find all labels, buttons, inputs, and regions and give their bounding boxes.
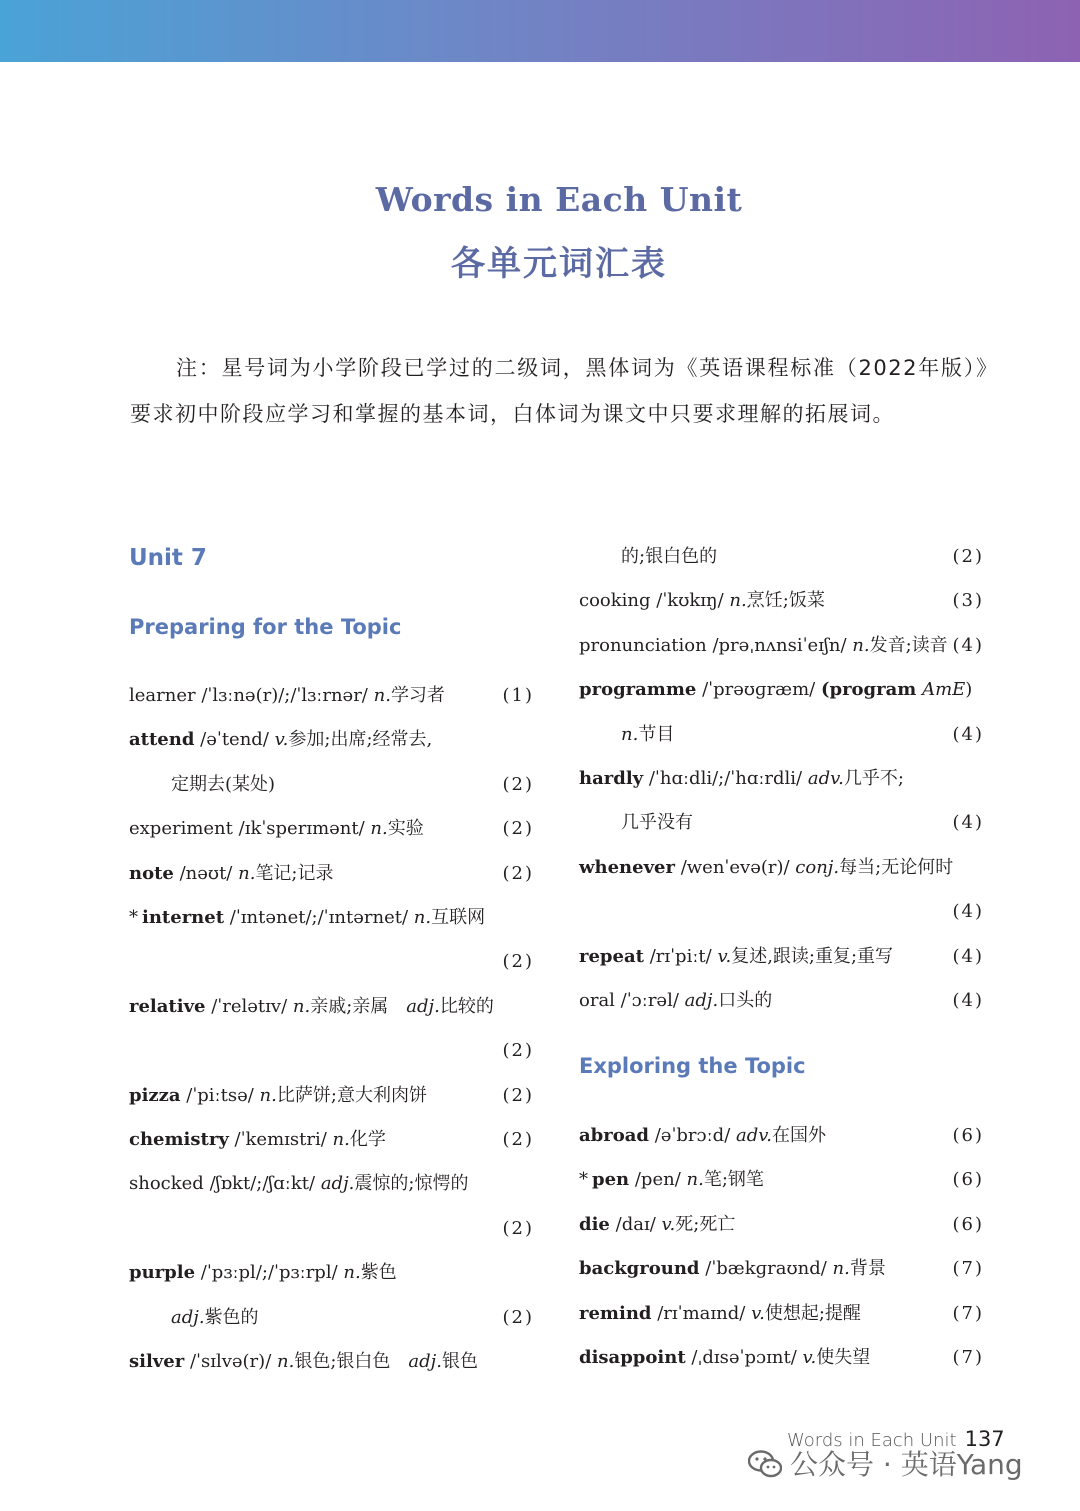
page-number: 137	[964, 1427, 1005, 1451]
vocab-word: disappoint	[579, 1347, 686, 1368]
vocab-word: shocked	[129, 1173, 204, 1195]
top-gradient-band	[0, 0, 1080, 62]
part-of-speech: v.	[661, 1213, 676, 1235]
note-paragraph: 注：星号词为小学阶段已学过的二级词，黑体词为《英语课程标准（2022年版）》要求初中阶段应学习和掌握的基本词，白体词为课文中只要求理解的拓展词。	[130, 356, 988, 426]
watermark-name: 英语Yang	[900, 1448, 1023, 1481]
part-of-speech: n.	[277, 1351, 295, 1372]
vocab-word: repeat	[579, 945, 644, 967]
part-of-speech: adv.	[807, 768, 844, 789]
part-of-speech: n.	[292, 995, 311, 1017]
part-of-speech: v.	[717, 945, 732, 967]
definition: 亲戚;亲属	[310, 995, 389, 1017]
section-heading-preparing: Preparing for the Topic	[129, 615, 402, 639]
phonetic: /ʃɒkt/;/ʃɑːkt/	[209, 1173, 316, 1195]
part-of-speech: n.	[373, 685, 391, 706]
definition: 实验	[387, 818, 424, 840]
vocab-entry	[129, 992, 534, 1022]
part-of-speech: adj.	[408, 1351, 442, 1372]
vocab-entry	[579, 1299, 984, 1329]
definition: 使想起;提醒	[764, 1302, 861, 1324]
definition: 比萨饼;意大利肉饼	[276, 1084, 427, 1106]
lesson-number: (2)	[502, 862, 534, 884]
definition: 笔记;记录	[255, 862, 334, 884]
phonetic: /ˈpiːtsə/	[186, 1084, 254, 1106]
part-of-speech: n.	[238, 862, 256, 884]
definition: 震惊的;惊愕的	[354, 1173, 469, 1195]
lesson-number: (2)	[502, 1306, 534, 1328]
wechat-icon	[748, 1450, 782, 1478]
definition: 每当;无论何时	[839, 856, 954, 878]
vocab-entry	[129, 725, 534, 755]
lesson-number: (2)	[502, 818, 534, 840]
vocab-word: pizza	[129, 1084, 181, 1106]
vocab-word: note	[129, 862, 174, 884]
lesson-number: (2)	[502, 773, 534, 795]
vocab-word: programme	[579, 679, 697, 701]
phonetic: /ˈhɑːdli/;/ˈhɑːrdli/	[648, 768, 803, 789]
phonetic: /prəˌnʌnsiˈeɪʃn/	[712, 634, 847, 656]
definition: 在国外	[772, 1125, 827, 1146]
part-of-speech: conj.	[795, 856, 840, 878]
variant-tag: AmE	[922, 679, 966, 701]
vocab-entry	[579, 631, 984, 661]
definition: 几乎没有	[621, 812, 693, 834]
phonetic: /ɪkˈsperɪmənt/	[238, 818, 365, 840]
vocab-continuation-line	[129, 1214, 534, 1244]
vocab-word: pronunciation	[579, 634, 707, 656]
lesson-number: (6)	[952, 1169, 984, 1191]
vocab-entry	[579, 853, 984, 883]
definition: 死;死亡	[675, 1213, 736, 1235]
vocab-entry	[579, 764, 984, 794]
vocab-continuation-line	[579, 808, 984, 838]
lesson-number: (2)	[502, 1129, 534, 1150]
definition: 参加;出席;经常去,	[288, 729, 433, 751]
section-heading-exploring: Exploring the Topic	[579, 1054, 806, 1078]
definition: 银色;银白色	[294, 1351, 391, 1372]
definition: 复述,跟读;重复;重写	[731, 945, 894, 967]
star-marker: *	[129, 907, 138, 928]
vocab-word: abroad	[579, 1125, 649, 1146]
vocab-continuation-line	[129, 770, 534, 800]
part-of-speech: n.	[832, 1258, 850, 1280]
vocab-word: internet	[142, 907, 225, 928]
lesson-number: (2)	[502, 1040, 534, 1062]
footer-title: Words in Each Unit	[787, 1430, 957, 1451]
part-of-speech: n.	[259, 1084, 277, 1106]
part-of-speech: adj.	[684, 990, 719, 1011]
part-of-speech: v.	[802, 1347, 817, 1368]
vocab-entry	[129, 903, 534, 933]
definition: 紫色的	[204, 1306, 259, 1328]
part-of-speech: n.	[686, 1169, 704, 1191]
definition: 定期去(某处)	[171, 773, 276, 795]
phonetic: /ˈlɜːnə(r)/;/ˈlɜːrnər/	[201, 685, 368, 706]
vocab-entry	[129, 1125, 534, 1155]
vocab-word: chemistry	[129, 1129, 229, 1150]
phonetic: /ˈpɜːpl/;/ˈpɜːrpl/	[200, 1262, 338, 1284]
definition: 背景	[849, 1258, 886, 1280]
definition: 几乎不;	[843, 768, 904, 789]
definition: 紫色	[360, 1262, 397, 1284]
phonetic: /daɪ/	[615, 1213, 656, 1235]
phonetic: /rɪˈpiːt/	[649, 945, 712, 967]
watermark-account: 公众号	[790, 1448, 875, 1481]
vocab-word: learner	[129, 685, 196, 706]
lesson-number: (2)	[502, 1084, 534, 1106]
definition: 笔;钢笔	[703, 1169, 764, 1191]
phonetic: /rɪˈmaɪnd/	[657, 1302, 746, 1324]
lesson-number: (2)	[952, 546, 984, 567]
vocab-entry	[129, 681, 534, 711]
vocab-entry	[579, 986, 984, 1016]
part-of-speech: adj.	[406, 995, 440, 1017]
phonetic: /əˈbrɔːd/	[654, 1125, 731, 1146]
lesson-number: (3)	[952, 590, 984, 612]
vocab-word: purple	[129, 1262, 196, 1284]
phonetic: /ˈɪntənet/;/ˈɪntərnet/	[229, 907, 409, 928]
phonetic: /ˌdɪsəˈpɔɪnt/	[691, 1347, 797, 1368]
vocab-continuation-line	[129, 1303, 534, 1333]
phonetic: /ˈkemɪstri/	[234, 1129, 327, 1150]
part-of-speech: n.	[332, 1129, 350, 1150]
vocab-entry	[129, 859, 534, 889]
vocab-word: relative	[129, 995, 206, 1017]
phonetic: /əˈtend/	[200, 729, 269, 751]
vocab-entry	[129, 1081, 534, 1111]
phonetic: /ˈprəʊɡræm/	[702, 679, 816, 701]
definition: 学习者	[390, 685, 445, 706]
part-of-speech: v.	[274, 729, 289, 751]
vocab-word: pen	[592, 1169, 630, 1191]
phonetic: /ˈɔːrəl/	[620, 990, 679, 1011]
lesson-number: (4)	[952, 901, 984, 923]
definition: 节目	[638, 723, 675, 745]
part-of-speech: n.	[729, 590, 747, 612]
vocab-entry	[579, 586, 984, 616]
vocab-word: silver	[129, 1351, 185, 1372]
vocab-entry	[129, 1169, 534, 1199]
variant-close: )	[965, 679, 973, 701]
unit-heading: Unit 7	[129, 545, 207, 571]
vocab-entry	[579, 1210, 984, 1240]
lesson-number: (7)	[952, 1258, 984, 1280]
vocab-entry	[129, 1347, 534, 1377]
phonetic: /pen/	[634, 1169, 681, 1191]
watermark	[748, 1448, 1023, 1482]
lesson-number: (6)	[952, 1125, 984, 1146]
vocab-continuation-line	[129, 947, 534, 977]
lesson-number: (4)	[952, 945, 984, 967]
vocab-word: attend	[129, 729, 195, 751]
vocab-entry	[579, 1165, 984, 1195]
part-of-speech: adj.	[320, 1173, 355, 1195]
vocab-word: experiment	[129, 818, 233, 840]
vocab-continuation-line	[129, 1036, 534, 1066]
page-title-en: Words in Each Unit	[375, 180, 743, 219]
vocab-entry	[579, 1254, 984, 1284]
definition: 的;银白色的	[621, 546, 718, 567]
definition: 使失望	[816, 1347, 871, 1368]
part-of-speech: adj.	[171, 1306, 205, 1328]
part-of-speech: v.	[751, 1302, 765, 1324]
definition: 烹饪;饭菜	[746, 590, 825, 612]
lesson-number: (1)	[502, 685, 534, 706]
definition: 银色	[441, 1351, 478, 1372]
part-of-speech: n.	[621, 723, 639, 745]
vocab-entry	[129, 814, 534, 844]
vocab-word: background	[579, 1258, 700, 1280]
star-marker: *	[579, 1169, 588, 1191]
lesson-number: (7)	[952, 1347, 984, 1368]
phonetic: /nəʊt/	[179, 862, 233, 884]
definition: 口头的	[718, 990, 773, 1011]
vocab-continuation-line	[579, 720, 984, 750]
vocab-word: die	[579, 1213, 610, 1235]
vocab-word: oral	[579, 990, 615, 1011]
vocab-entry	[579, 1121, 984, 1151]
definition: 比较的	[439, 995, 494, 1017]
part-of-speech: n.	[343, 1262, 361, 1284]
phonetic: /ˈrelətɪv/	[211, 995, 288, 1017]
phonetic: /ˈsɪlvə(r)/	[189, 1351, 272, 1372]
lesson-number: (4)	[952, 990, 984, 1011]
phonetic: /wenˈevə(r)/	[680, 856, 790, 878]
vocab-entry	[579, 1343, 984, 1373]
watermark-dot: ·	[882, 1448, 892, 1481]
vocab-word: whenever	[579, 856, 675, 878]
definition: 化学	[349, 1129, 386, 1150]
lesson-number: (4)	[952, 812, 984, 834]
lesson-number: (4)	[952, 634, 984, 656]
phonetic: /ˈkʊkɪŋ/	[656, 590, 724, 612]
vocab-continuation-line	[579, 897, 984, 927]
lesson-number: (2)	[502, 1217, 534, 1239]
vocab-continuation-line	[579, 542, 984, 572]
lesson-number: (7)	[952, 1302, 984, 1324]
vocab-entry	[579, 942, 984, 972]
vocab-word: hardly	[579, 768, 644, 789]
part-of-speech: n.	[852, 634, 870, 656]
definition: 发音;读音	[869, 634, 948, 656]
vocab-entry	[579, 675, 984, 705]
part-of-speech: n.	[413, 907, 432, 928]
vocab-entry	[129, 1258, 534, 1288]
lesson-number: (6)	[952, 1213, 984, 1235]
lesson-number: (4)	[952, 723, 984, 745]
vocab-word: cooking	[579, 590, 651, 612]
vocab-word-variant: (program	[820, 679, 917, 701]
part-of-speech: adv.	[736, 1125, 773, 1146]
definition: 互联网	[431, 907, 486, 928]
part-of-speech: n.	[370, 818, 388, 840]
lesson-number: (2)	[502, 951, 534, 973]
page-title-zh: 各单元词汇表	[451, 244, 667, 284]
phonetic: /ˈbækɡraʊnd/	[705, 1258, 827, 1280]
vocab-word: remind	[579, 1302, 652, 1324]
